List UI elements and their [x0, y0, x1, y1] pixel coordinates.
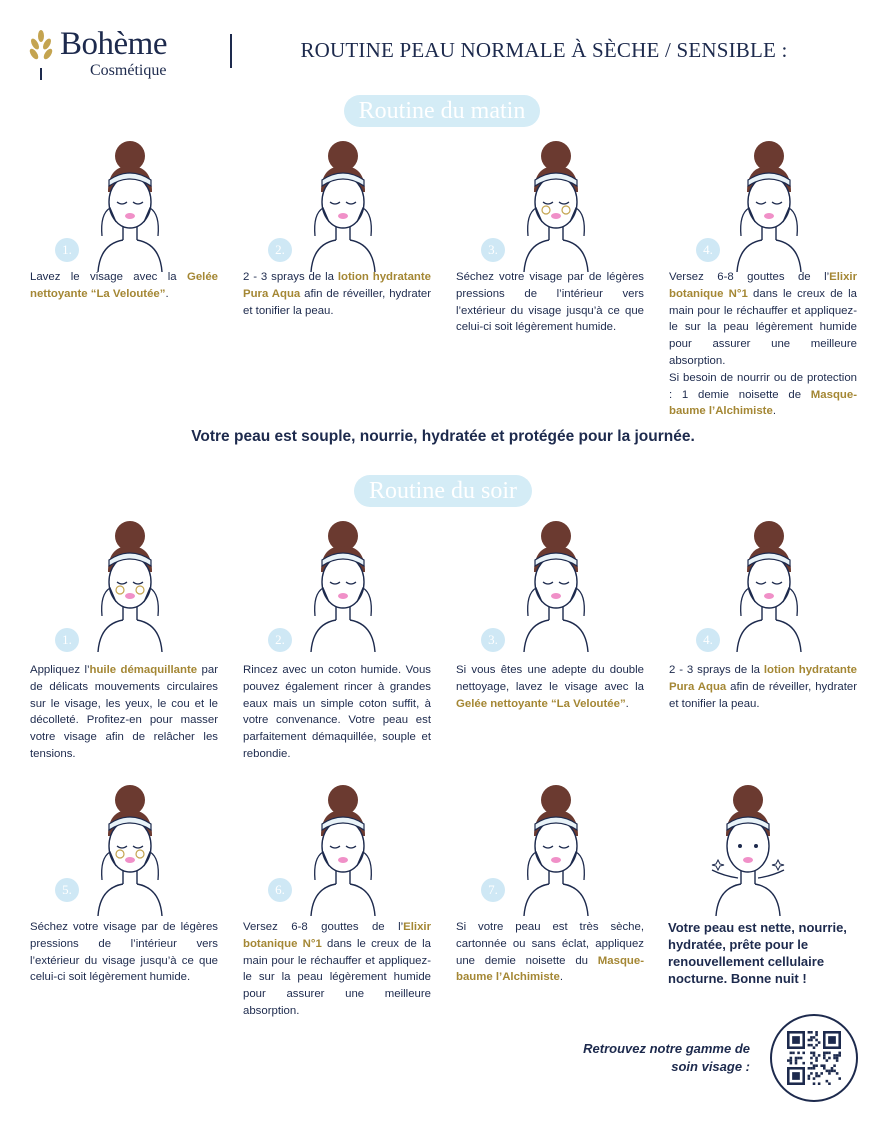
- brand-subtitle: Cosmétique: [90, 62, 167, 79]
- step-number: 1.: [55, 628, 79, 652]
- product-name: lotion hydratante Pura Aqua: [243, 271, 431, 300]
- step-text: Si vous êtes une adepte du double nettoyage, lavez le visage avec la: [456, 664, 644, 693]
- step-description: [669, 269, 857, 420]
- step-description: [243, 269, 431, 319]
- product-name: Elixir botanique N°1: [669, 271, 857, 300]
- step-description: [456, 919, 644, 986]
- step-text: .: [625, 697, 629, 710]
- woman-face-illustration: [303, 520, 383, 652]
- step-description: [243, 662, 431, 763]
- wheat-logo-icon: [28, 30, 54, 82]
- section-heading-morning: Routine du matin: [344, 95, 540, 127]
- step-text: Rincez avec un coton humide. Vous pouvez également rincer à grandes eaux mais un simple coton suffit, à votre convenance. Votre peau est parfaitement démaquillée, souple et rebondie.: [243, 664, 431, 760]
- step-description: [456, 269, 644, 336]
- product-name: Gelée nettoyante “La Veloutée”: [456, 697, 626, 710]
- woman-face-illustration: [90, 784, 170, 916]
- step-text: Lavez le visage avec la: [30, 271, 187, 283]
- product-name: Masque-baume l’Alchimiste: [456, 954, 644, 984]
- step-text: afin de réveiller, hydrater et tonifier la peau.: [243, 287, 431, 317]
- step-text: Versez 6-8 gouttes de l’: [669, 271, 830, 283]
- step-description: [669, 662, 857, 712]
- step-description: [243, 919, 431, 1020]
- step-text: Séchez votre visage par de légères pressions de l’intérieur vers l’extérieur du visage jusqu’à ce que celui-ci soit légèrement humide.: [456, 271, 644, 334]
- step-number: 2.: [268, 628, 292, 652]
- product-name: huile démaquillante: [89, 664, 198, 676]
- step-description: [30, 269, 218, 303]
- step-number: 4.: [696, 628, 720, 652]
- step-text: Séchez votre visage par de légères pressions de l’intérieur vers l’extérieur du visage jusqu’à ce que celui-ci soit légèrement humide.: [30, 921, 218, 984]
- woman-face-illustration: [303, 140, 383, 272]
- product-name: Elixir botanique N°1: [243, 921, 431, 950]
- woman-face-illustration: [516, 140, 596, 272]
- product-name: Gelée nettoyante “La Veloutée”: [30, 271, 218, 300]
- woman-face-illustration: [708, 784, 788, 916]
- step-number: 2.: [268, 238, 292, 262]
- qr-code-pattern: [787, 1031, 841, 1085]
- step-text: .: [165, 287, 169, 300]
- step-number: 4.: [696, 238, 720, 262]
- product-name: Masque-baume l’Alchimiste: [669, 388, 857, 418]
- brand-name: Bohème: [60, 26, 167, 62]
- woman-face-illustration: [303, 784, 383, 916]
- woman-face-illustration: [516, 520, 596, 652]
- step-number: 7.: [481, 878, 505, 902]
- step-text: Versez 6-8 gouttes de l’: [243, 921, 404, 933]
- step-text: dans le creux de la main pour le réchauffer et appliquez-le sur la peau légèrement humide pour assurer une meilleure absorption.: [669, 287, 858, 367]
- woman-face-illustration: [729, 520, 809, 652]
- product-name: lotion hydratante Pura Aqua: [669, 664, 857, 693]
- qr-code-icon[interactable]: [770, 1014, 858, 1102]
- step-description: [30, 662, 218, 763]
- section-heading-evening: Routine du soir: [354, 475, 532, 507]
- brand-logo: [28, 26, 208, 86]
- step-text: .: [559, 971, 563, 984]
- step-text: 2 - 3 sprays de la: [669, 664, 764, 676]
- step-text: Si votre peau est très sèche, cartonnée ou sans éclat, appliquez une demie noisette du: [456, 921, 644, 967]
- step-text: 2 - 3 sprays de la: [243, 271, 338, 283]
- page-title: ROUTINE PEAU NORMALE À SÈCHE / SENSIBLE :: [300, 38, 788, 62]
- woman-face-illustration: [90, 140, 170, 272]
- woman-face-illustration: [729, 140, 809, 272]
- closing-text: Votre peau est nette, nourrie, hydratée, prête pour le renouvellement cellulaire nocturne. Bonne nuit !: [668, 920, 847, 986]
- header-divider: [230, 34, 232, 68]
- morning-tagline: Votre peau est souple, nourrie, hydratée et protégée pour la journée.: [191, 428, 695, 445]
- step-text: .: [772, 405, 776, 418]
- step-text: dans le creux de la main pour le réchauffer et appliquez-le sur la peau légèrement humide pour assurer une meilleure absorption.: [243, 937, 432, 1017]
- step-text: Si besoin de nourrir ou de protection : 1 demie noisette de: [669, 371, 857, 401]
- step-number: 6.: [268, 878, 292, 902]
- woman-face-illustration: [516, 784, 596, 916]
- step-number: 1.: [55, 238, 79, 262]
- step-text: Appliquez l’: [30, 664, 90, 676]
- woman-face-illustration: [90, 520, 170, 652]
- step-number: 3.: [481, 628, 505, 652]
- step-number: 5.: [55, 878, 79, 902]
- step-number: 3.: [481, 238, 505, 262]
- step-text: par de délicats mouvements circulaires sur le visage, les yeux, le cou et le décolleté. Profitez-en pour masser votre visage afin de relâcher les tensions.: [30, 664, 218, 760]
- step-description: [456, 662, 644, 712]
- qr-caption: Retrouvez notre gamme de soin visage :: [583, 1041, 750, 1074]
- step-description: [30, 919, 218, 986]
- step-text: afin de réveiller, hydrater et tonifier la peau.: [669, 680, 857, 710]
